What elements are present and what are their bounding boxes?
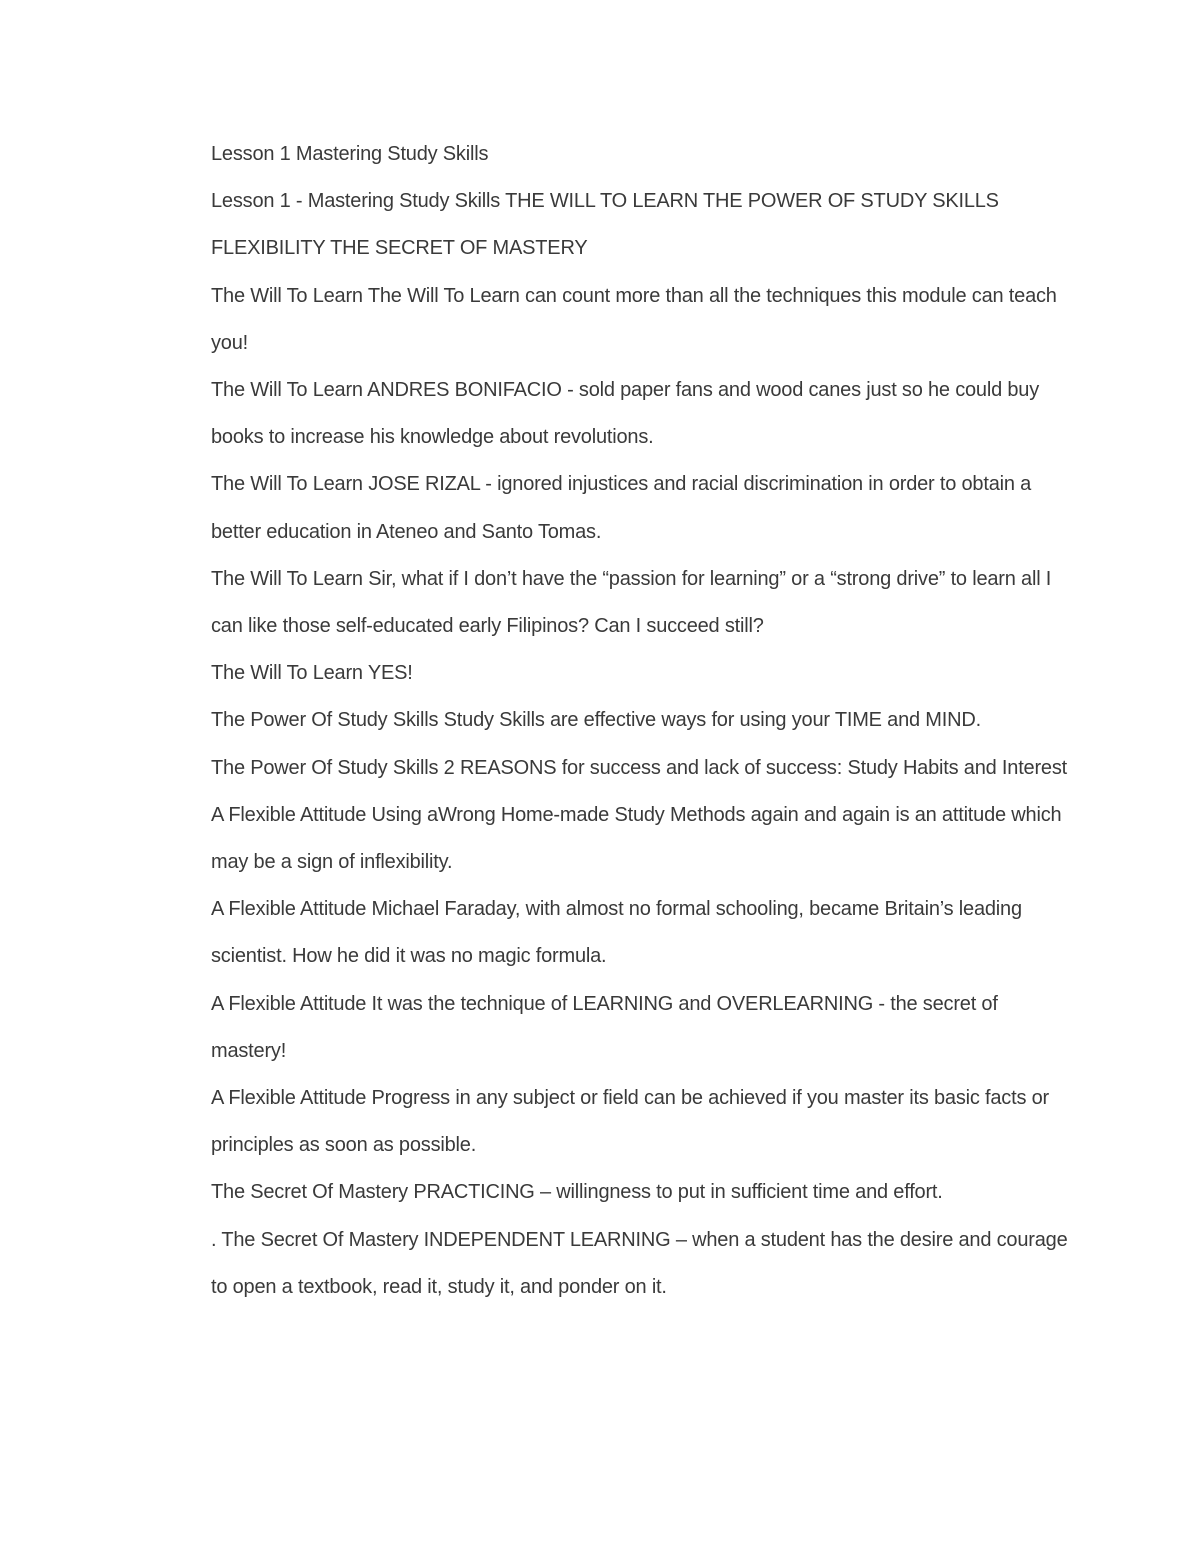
paragraph-independent-learning: . The Secret Of Mastery INDEPENDENT LEARNING – when a student has the desire and courage to open a textbook, read it, study it, and ponder on it.: [211, 1228, 1068, 1298]
paragraph-study-skills: The Power Of Study Skills Study Skills are effective ways for using your TIME and MIND.: [211, 709, 981, 732]
paragraph-flexible-attitude: A Flexible Attitude Using aWrong Home-made Study Methods again and again is an attitude which may be a sign of inflexibility.: [211, 803, 1062, 874]
paragraph-bonifacio: The Will To Learn ANDRES BONIFACIO - sold paper fans and wood canes just so he could buy books to increase his knowledge about revolutions.: [211, 379, 1040, 449]
paragraph-practicing: The Secret Of Mastery PRACTICING – willingness to put in sufficient time and effort.: [211, 1181, 943, 1204]
paragraph-overview: Lesson 1 - Mastering Study Skills THE WILL TO LEARN THE POWER OF STUDY SKILLS FLEXIBILITY THE SECRET OF MASTERY: [211, 190, 999, 260]
paragraph-question: The Will To Learn Sir, what if I don’t have the “passion for learning” or a “strong drive” to learn all I can like those self-educated early Filipinos? Can I succeed still?: [211, 567, 1052, 638]
paragraph-yes: The Will To Learn YES!: [211, 662, 413, 685]
paragraph-overlearning: A Flexible Attitude It was the technique of LEARNING and OVERLEARNING - the secret of mastery!: [211, 992, 998, 1062]
paragraph-progress: A Flexible Attitude Progress in any subject or field can be achieved if you master its basic facts or principles as soon as possible.: [211, 1087, 1050, 1157]
paragraph-will-to-learn: The Will To Learn The Will To Learn can count more than all the techniques this module can teach you!: [211, 284, 1057, 354]
paragraph-faraday: A Flexible Attitude Michael Faraday, with almost no formal schooling, became Britain’s leading scientist. How he did it was no magic formula.: [211, 898, 1022, 968]
document-page: [211, 131, 1071, 1311]
paragraph-reasons: The Power Of Study Skills 2 REASONS for success and lack of success: Study Habits and Interest: [211, 756, 1068, 779]
paragraph-rizal: The Will To Learn JOSE RIZAL - ignored injustices and racial discrimination in order to obtain a better education in Ateneo and Santo Tomas.: [211, 473, 1032, 543]
document-title: Lesson 1 Mastering Study Skills: [211, 143, 489, 165]
